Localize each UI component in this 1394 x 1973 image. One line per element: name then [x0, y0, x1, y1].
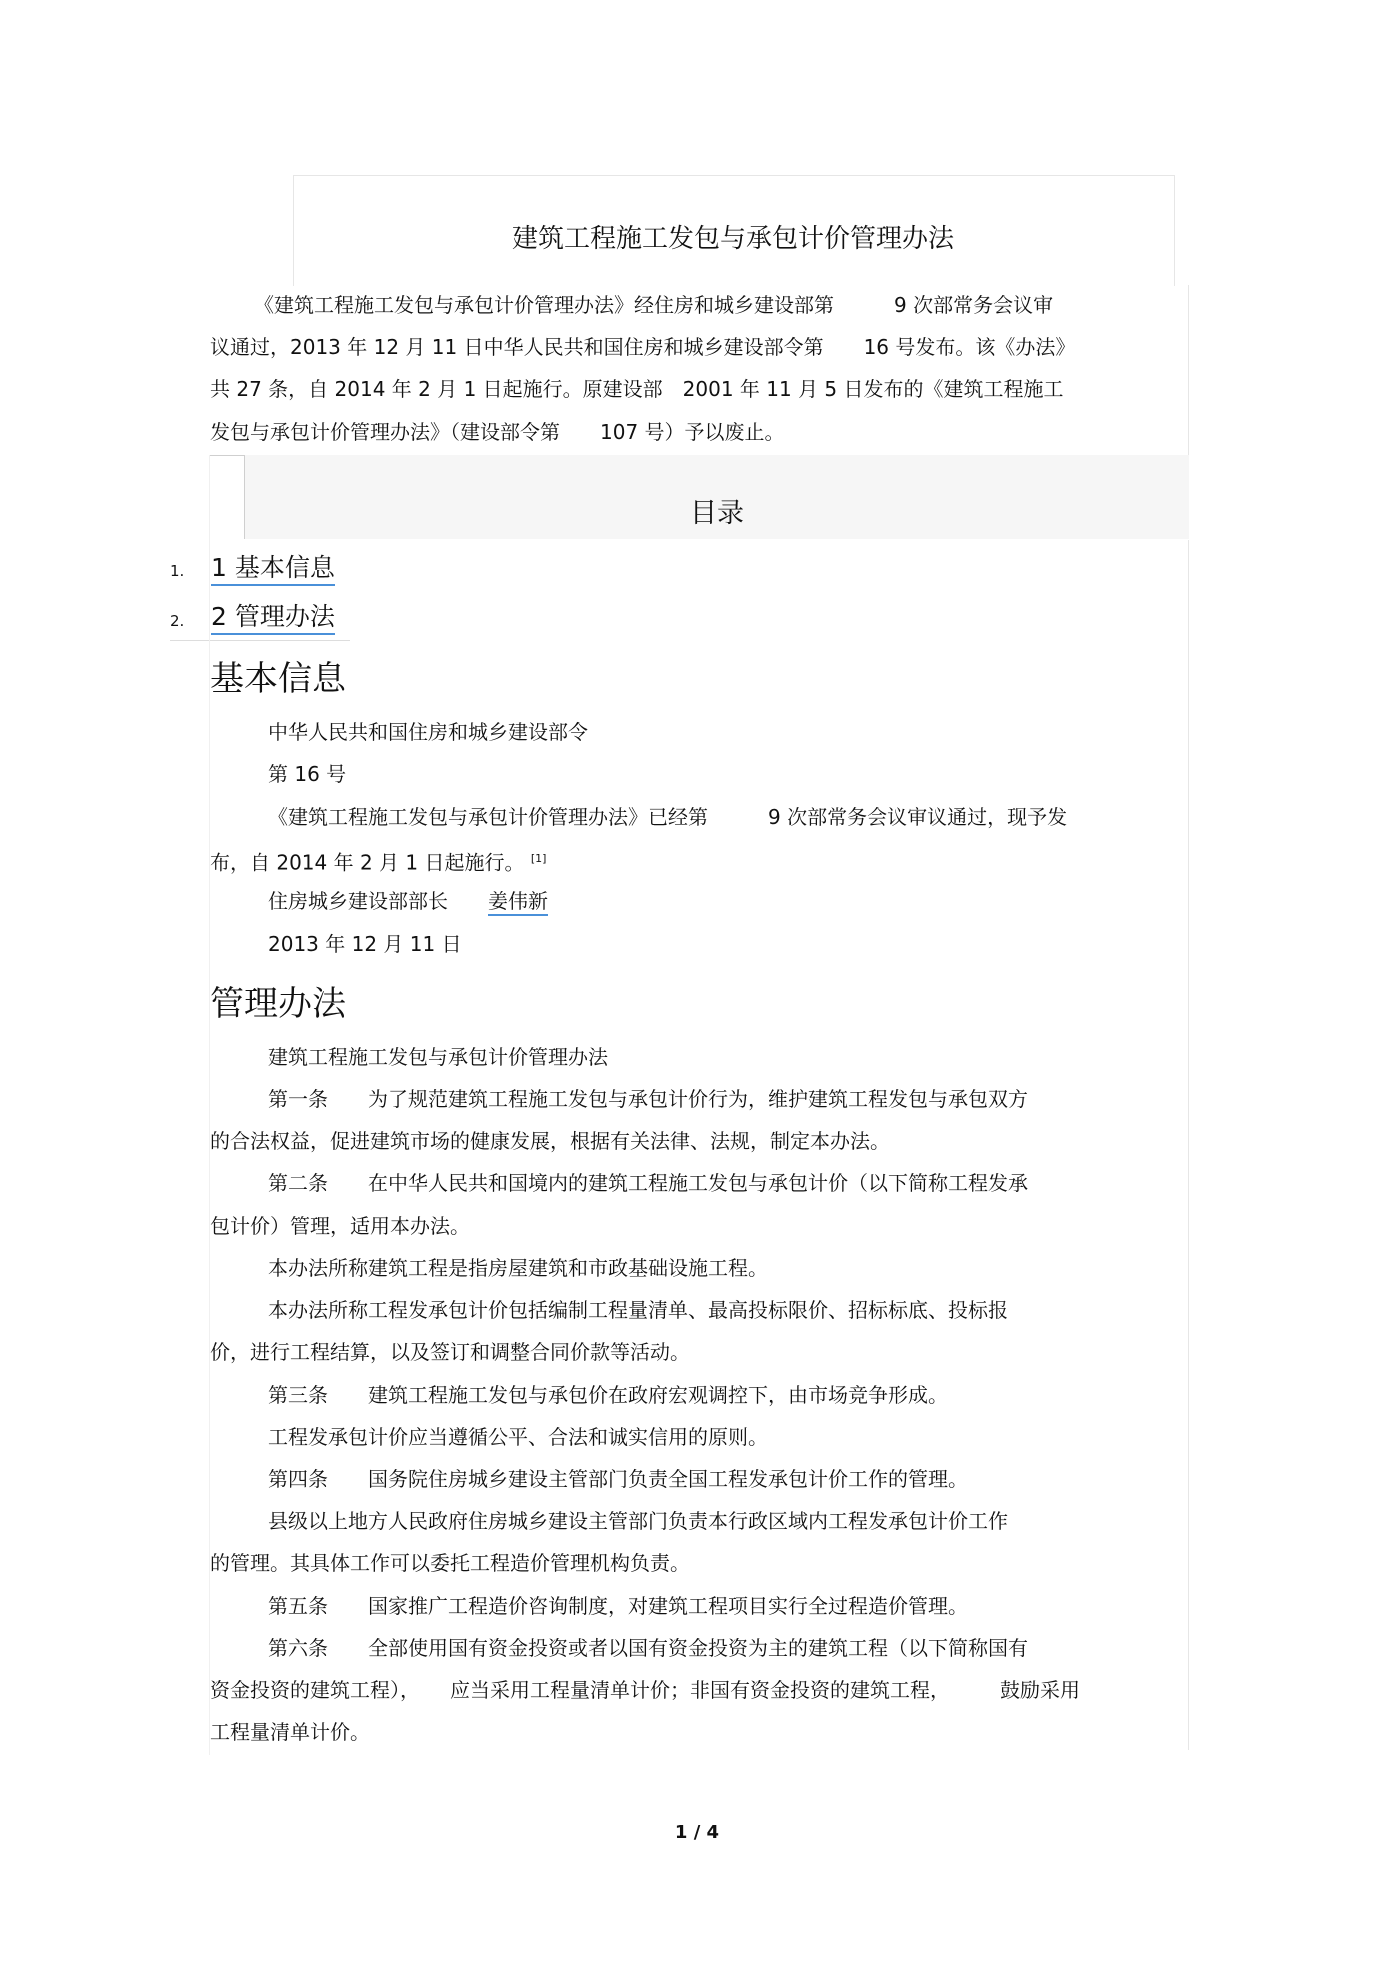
body-line: 本办法所称建筑工程是指房屋建筑和市政基础设施工程。: [268, 1256, 768, 1280]
order-number: 第 16 号: [268, 762, 347, 786]
body-line: 第一条 为了规范建筑工程施工发包与承包计价行为，维护建筑工程发包与承包双方: [268, 1087, 1028, 1111]
toc-item-label[interactable]: 1 基本信息: [211, 553, 335, 586]
body-line: 建筑工程施工发包与承包计价管理办法: [268, 1045, 608, 1069]
body-line: 第五条 国家推广工程造价咨询制度，对建筑工程项目实行全过程造价管理。: [268, 1594, 968, 1618]
intro-line: 议通过，2013 年 12 月 11 日中华人民共和国住房和城乡建设部令第 16 号发布。该《办法》: [210, 335, 1076, 359]
toc-item-number: 1.: [170, 562, 185, 580]
signature-line: [268, 887, 548, 915]
intro-line: 共 27 条，自 2014 年 2 月 1 日起施行。原建设部 2001 年 11 月 5 日发布的《建筑工程施工: [210, 377, 1064, 401]
body-line: 工程发承包计价应当遵循公平、合法和诚实信用的原则。: [268, 1425, 768, 1449]
body-line: 工程量清单计价。: [210, 1720, 370, 1744]
content-frame-line: [1188, 540, 1189, 1750]
body-line: 县级以上地方人民政府住房城乡建设主管部门负责本行政区域内工程发承包计价工作: [268, 1509, 1008, 1533]
minister-name-link[interactable]: 姜伟新: [488, 889, 548, 916]
toc-link-management[interactable]: [211, 601, 335, 633]
toc-item-number: 2.: [170, 612, 185, 630]
minister-title: 住房城乡建设部部长: [268, 889, 448, 913]
toc-divider: [170, 640, 350, 641]
page-number: 1 / 4: [674, 1822, 720, 1843]
body-line: 包计价）管理，适用本办法。: [210, 1214, 470, 1238]
toc-heading: 目录: [690, 498, 744, 529]
body-line: 第二条 在中华人民共和国境内的建筑工程施工发包与承包计价（以下简称工程发承: [268, 1171, 1028, 1195]
decree-line-cont: [210, 845, 546, 877]
intro-line: 发包与承包计价管理办法》（建设部令第 107 号）予以废止。: [210, 420, 785, 444]
body-line: 资金投资的建筑工程）， 应当采用工程量清单计价；非国有资金投资的建筑工程， 鼓励采用: [210, 1678, 1080, 1702]
body-line: 第四条 国务院住房城乡建设主管部门负责全国工程发承包计价工作的管理。: [268, 1467, 968, 1491]
body-line: 价，进行工程结算，以及签订和调整合同价款等活动。: [210, 1340, 690, 1364]
issuer-line: 中华人民共和国住房和城乡建设部令: [268, 720, 588, 744]
document-title: 建筑工程施工发包与承包计价管理办法: [511, 224, 954, 254]
decree-text: 布，自 2014 年 2 月 1 日起施行。: [210, 850, 525, 875]
toc-link-basic-info[interactable]: [211, 552, 335, 584]
body-line: 的管理。其具体工作可以委托工程造价管理机构负责。: [210, 1551, 690, 1575]
decree-date: 2013 年 12 月 11 日: [268, 932, 462, 956]
intro-line: 《建筑工程施工发包与承包计价管理办法》经住房和城乡建设部第 9 次部常务会议审: [254, 293, 1054, 317]
section-heading-management: 管理办法: [210, 984, 346, 1024]
body-line: 本办法所称工程发承包计价包括编制工程量清单、最高投标限价、招标标底、投标报: [268, 1298, 1008, 1322]
decree-line: 《建筑工程施工发包与承包计价管理办法》已经第 9 次部常务会议审议通过，现予发: [268, 805, 1068, 829]
section-heading-basic-info: 基本信息: [210, 659, 346, 699]
toc-item-label[interactable]: 2 管理办法: [211, 602, 335, 635]
body-line: 的合法权益，促进建筑市场的健康发展，根据有关法律、法规，制定本办法。: [210, 1129, 890, 1153]
reference-marker[interactable]: [1]: [530, 852, 547, 865]
body-line: 第六条 全部使用国有资金投资或者以国有资金投资为主的建筑工程（以下简称国有: [268, 1636, 1028, 1660]
toc-frame-line: [209, 455, 245, 456]
body-line: 第三条 建筑工程施工发包与承包价在政府宏观调控下，由市场竞争形成。: [268, 1383, 948, 1407]
